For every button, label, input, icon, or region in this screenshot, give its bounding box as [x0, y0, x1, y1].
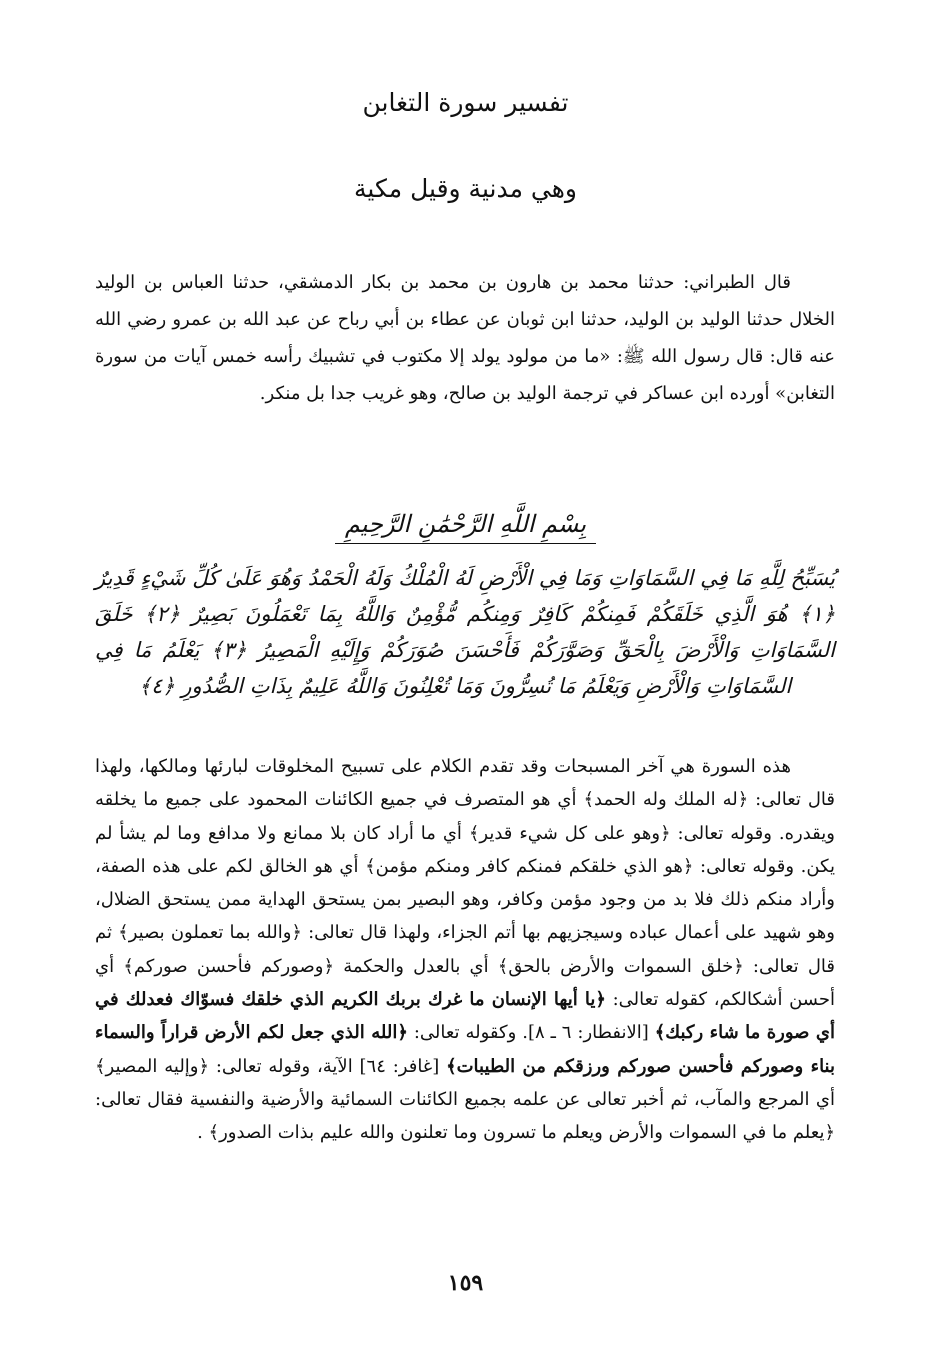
surah-subtitle: وهي مدنية وقيل مكية — [354, 174, 577, 203]
quoted-verse-ghafir: ﴿الله الذي جعل لكم الأرض قراراً والسماء بناء وصوركم فأحسن صوركم ورزقكم من الطيبات﴾ — [95, 1022, 836, 1077]
tafsir-text-3: [غافر: ٦٤] الآية، وقوله تعالى: ﴿وإليه المصير﴾ أي المرجع والمآب، ثم أخبر تعالى عن علمه بجميع الكائنات السمائية والأرضية والنفسية فقال تعالى: ﴿يعلم ما في السموات والأرض ويعلم ما تسرون وما تعلنون والله عليم بذات الصدور﴾ . — [95, 1055, 835, 1144]
page-number: ١٥٩ — [447, 1270, 484, 1296]
quran-verses: يُسَبِّحُ لِلَّهِ مَا فِي السَّمَاوَاتِ وَمَا فِي الْأَرْضِ لَهُ الْمُلْكُ وَلَهُ الْحَمْدُ وَهُوَ عَلَىٰ كُلِّ شَيْءٍ قَدِيرٌ ﴿١﴾ هُوَ الَّذِي خَلَقَكُمْ فَمِنكُمْ كَافِرٌ وَمِنكُم مُّؤْمِنٌ وَاللَّهُ بِمَا تَعْمَلُونَ بَصِيرٌ ﴿٢﴾ خَلَقَ السَّمَاوَاتِ وَالْأَرْضَ بِالْحَقِّ وَصَوَّرَكُمْ فَأَحْسَنَ صُوَرَكُمْ وَإِلَيْهِ الْمَصِيرُ ﴿٣﴾ يَعْلَمُ مَا فِي السَّمَاوَاتِ وَالْأَرْضِ وَيَعْلَمُ مَا تُسِرُّونَ وَمَا تُعْلِنُونَ وَاللَّهُ عَلِيمٌ بِذَاتِ الصُّدُورِ ﴿٤﴾ — [95, 566, 835, 698]
surah-title: تفسير سورة التغابن — [362, 88, 569, 117]
tafsir-paragraph — [95, 750, 835, 1150]
tafsir-text-2: [الانفطار: ٦ ـ ٨]. وكقوله تعالى: — [407, 1022, 655, 1044]
quoted-verse-infitar: ﴿يا أيها الإنسان ما غرك بربك الكريم الذي خلقك فسوّاك فعدلك في أي صورة ما شاء ركبك﴾ — [95, 989, 836, 1044]
tafsir-text-1: هذه السورة هي آخر المسبحات وقد تقدم الكلام على تسبيح المخلوقات لبارئها ومالكها، ولهذا قال تعالى: ﴿له الملك وله الحمد﴾ أي هو المتصرف في جميع الكائنات المحمود على جميع ما يخلقه ويقدره. وقوله تعالى: ﴿وهو على كل شيء قدير﴾ أي ما أراد كان بلا ممانع ولا مدافع وما لم يشأ لم يكن. وقوله تعالى: ﴿هو الذي خلقكم فمنكم كافر ومنكم مؤمن﴾ أي هو الخالق لكم على هذه الصفة، وأراد منكم ذلك فلا بد من وجود مؤمن وكافر، وهو البصير بمن يستحق الهداية ممن يستحق الضلال، وهو شهيد على أعمال عباده وسيجزيهم بها أتم الجزاء، ولهذا قال تعالى: ﴿والله بما تعملون بصير﴾ ثم قال تعالى: ﴿خلق السموات والأرض بالحق﴾ أي بالعدل والحكمة ﴿وصوركم فأحسن صوركم﴾ أي أحسن أشكالكم، كقوله تعالى: — [95, 756, 835, 1011]
basmala — [0, 505, 931, 544]
basmala-text: بِسْمِ اللَّهِ الرَّحْمَٰنِ الرَّحِيمِ — [335, 505, 596, 544]
intro-paragraph: قال الطبراني: حدثنا محمد بن هارون بن محمد بن بكار الدمشقي، حدثنا العباس بن الوليد الخلال حدثنا الوليد بن الوليد، حدثنا ابن ثوبان عن عطاء بن أبي رباح عن عبد الله بن عمرو رضي الله عنه قال: قال رسول الله ﷺ: «ما من مولود يولد إلا مكتوب في تشبيك رأسه خمس آيات من سورة التغابن» أورده ابن عساكر في ترجمة الوليد بن صالح، وهو غريب جدا بل منكر. — [95, 272, 835, 404]
